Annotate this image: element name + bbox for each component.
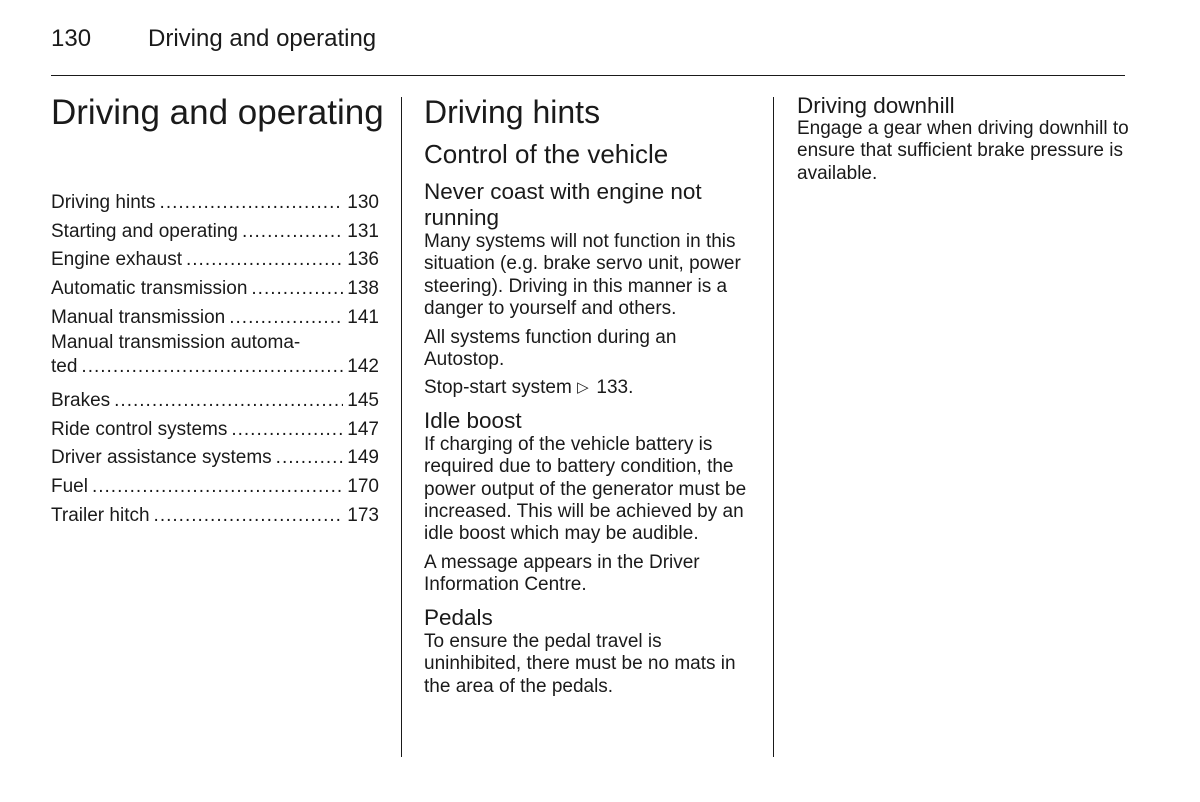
toc-entry[interactable] <box>51 412 379 441</box>
toc-entry-title: Ride control systems <box>51 418 228 440</box>
toc-leader-dots <box>160 192 344 214</box>
running-title: Driving and operating <box>148 25 377 52</box>
idle-boost-heading: Idle boost <box>424 407 522 433</box>
toc-leader-dots <box>154 505 344 527</box>
toc-entry[interactable] <box>51 498 379 527</box>
toc-entry-title: Automatic transmission <box>51 278 248 300</box>
header-rule <box>51 75 1125 76</box>
toc-leader-dots <box>276 447 344 469</box>
toc-leader-dots <box>251 278 343 300</box>
idle-boost-paragraph-1: If charging of the vehicle battery is required due to battery condition, the power output of the generator must be increased. This will be achieved by an idle boost which may be audible. <box>424 433 747 545</box>
toc-entry[interactable] <box>51 271 379 300</box>
toc-leader-dots <box>231 419 343 441</box>
toc-entry-page: 170 <box>347 476 379 498</box>
idle-boost-paragraph-2: A message appears in the Driver Information Centre. <box>424 551 700 596</box>
downhill-heading: Driving downhill <box>797 93 955 118</box>
section-title: Driving hints <box>424 94 601 130</box>
toc-leader-dots <box>229 307 343 329</box>
column-divider-left <box>401 97 402 757</box>
toc-entry-page: 131 <box>347 220 379 242</box>
chapter-title: Driving and operating <box>51 93 384 132</box>
toc-entry-page: 147 <box>347 418 379 440</box>
toc-entry-page: 173 <box>347 504 379 526</box>
page-number: 130 <box>51 25 92 52</box>
toc-entry[interactable] <box>51 469 379 498</box>
reference-arrow-icon: ▷ <box>577 379 589 397</box>
coast-paragraph-1: Many systems will not function in this situation (e.g. brake servo unit, power steering). Driving in this manner is a danger to yourself and others. <box>424 231 741 320</box>
toc-entry-line2 <box>51 356 379 378</box>
page-header <box>51 24 1125 54</box>
toc-entry-title: Manual transmission automa- <box>51 331 301 353</box>
toc-entry[interactable] <box>51 441 379 470</box>
toc-entry-page: 136 <box>347 249 379 271</box>
toc-entry-title: Driver assistance systems <box>51 447 272 469</box>
toc-entry[interactable] <box>51 383 379 412</box>
toc-entry-page: 141 <box>347 306 379 328</box>
toc-entry[interactable] <box>51 185 379 214</box>
toc-entry-title: Starting and operating <box>51 220 238 242</box>
toc-entry-title: Trailer hitch <box>51 504 150 526</box>
toc-leader-dots <box>92 476 343 498</box>
downhill-paragraph: Engage a gear when driving downhill to ensure that sufficient brake pressure is available. <box>797 118 1129 184</box>
cross-reference-page: 133. <box>596 377 634 399</box>
toc-entry[interactable] <box>51 300 379 329</box>
section-column <box>424 91 759 704</box>
toc-entry-page: 130 <box>347 191 379 213</box>
column-divider-right <box>773 97 774 757</box>
toc-entry-title: Manual transmission <box>51 306 226 328</box>
toc-entry-title: Brakes <box>51 389 111 411</box>
coast-paragraph-2: All systems function during an Autostop. <box>424 326 677 371</box>
toc-entry-title-continued: ted <box>51 355 78 377</box>
toc-entry-page: 145 <box>347 389 379 411</box>
coast-heading: Never coast with engine not running <box>424 179 702 230</box>
toc-entry[interactable] <box>51 332 379 383</box>
toc-entry[interactable] <box>51 243 379 272</box>
toc-entry-page: 138 <box>347 278 379 300</box>
toc-leader-dots <box>81 356 343 378</box>
toc-leader-dots <box>186 249 343 271</box>
toc-leader-dots <box>242 221 343 243</box>
toc-entry-title: Engine exhaust <box>51 249 182 271</box>
chapter-column <box>51 91 384 527</box>
toc-entry-title: Fuel <box>51 476 88 498</box>
toc-entry-title: Driving hints <box>51 191 156 213</box>
pedals-heading: Pedals <box>424 604 493 630</box>
toc-leader-dots <box>114 390 343 412</box>
downhill-column <box>797 91 1132 191</box>
toc-entry-page: 149 <box>347 447 379 469</box>
cross-reference[interactable] <box>424 377 759 399</box>
pedals-paragraph: To ensure the pedal travel is uninhibited, there must be no mats in the area of the pedals. <box>424 630 736 697</box>
chapter-toc <box>51 185 379 527</box>
toc-entry-page: 142 <box>347 355 379 377</box>
toc-entry[interactable] <box>51 214 379 243</box>
section-subtitle: Control of the vehicle <box>424 139 669 169</box>
cross-reference-text: Stop-start system <box>424 377 572 399</box>
